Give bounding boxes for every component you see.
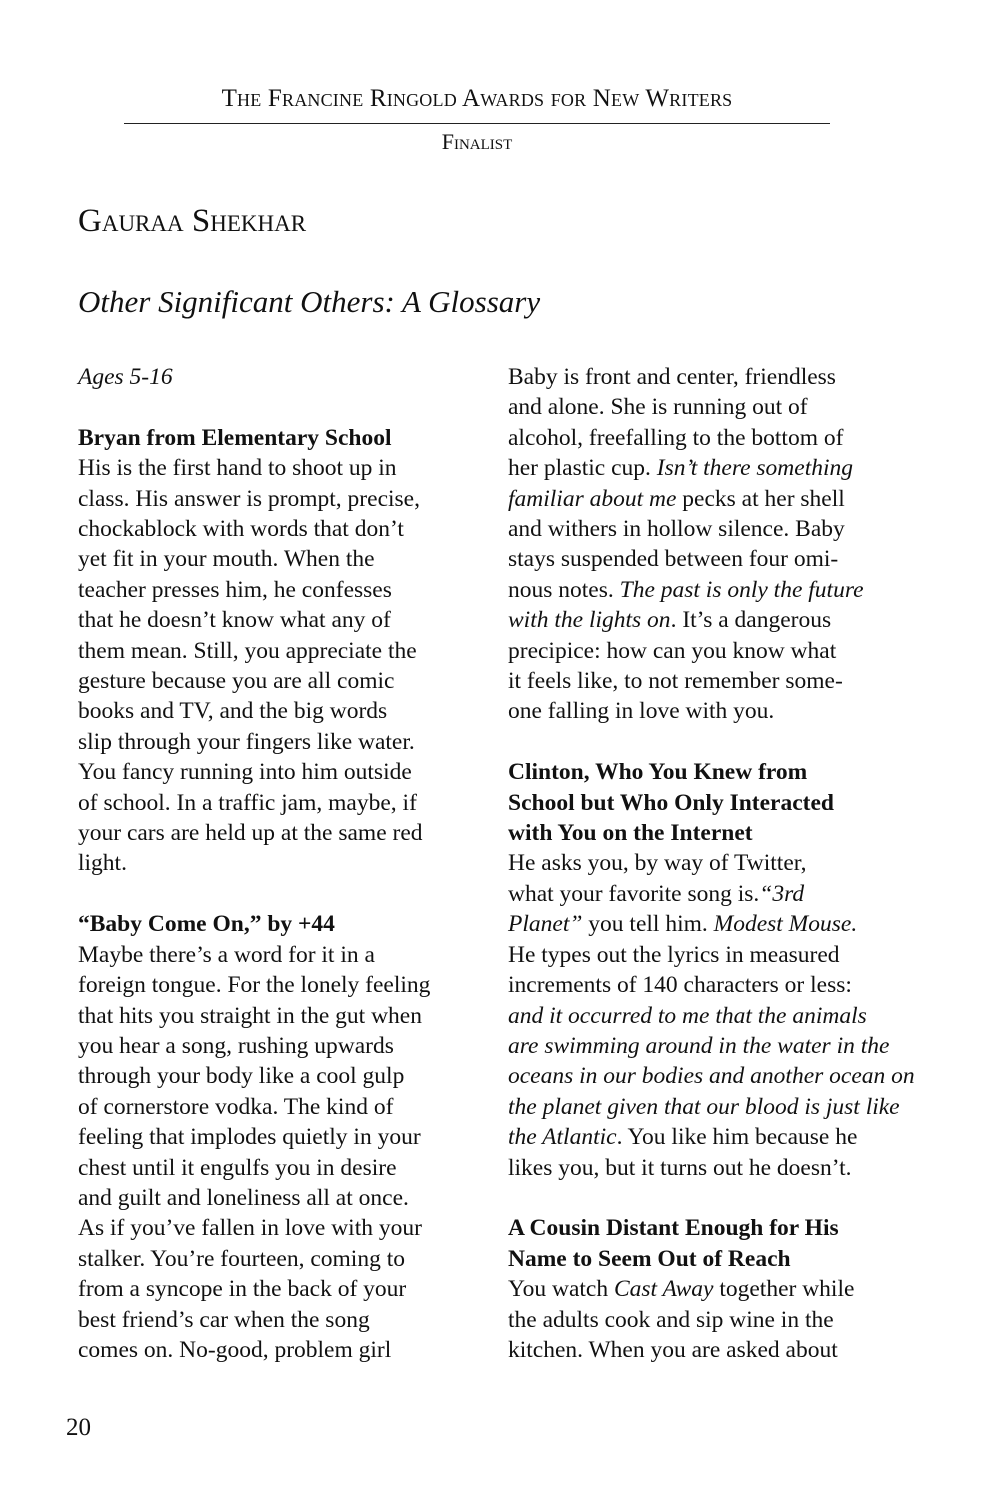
section-label [78,362,480,392]
text-run: pecks at her shell [676,485,845,512]
text-line: and guilt and loneliness all at once. [78,1184,409,1211]
text-run: you tell him. [582,911,714,938]
text-line: you hear a song, rushing upwards [78,1032,394,1059]
text-line: the adults cook and sip wine in the [508,1306,834,1333]
text-line: that hits you straight in the gut when [78,1002,422,1029]
text-line: feeling that implodes quietly in your [78,1124,421,1151]
text-line: best friend’s car when the song [78,1306,370,1333]
text-line: and alone. She is running out of [508,394,808,421]
text-line: slip through your fingers like water. [78,728,415,755]
text-line: books and TV, and the big words [78,698,388,725]
entry-heading: A Cousin Distant Enough for His [508,1215,839,1242]
text-line: chest until it engulfs you in desire [78,1154,397,1181]
text-line: His is the first hand to shoot up in [78,455,397,482]
text-run: together while [713,1276,855,1303]
text-line: one falling in love with you. [508,698,775,725]
text-run: what your favorite song is. [508,880,760,907]
text-line: chockablock with words that don’t [78,516,404,543]
glossary-entry [508,1213,904,1365]
text-run: You watch [508,1276,614,1303]
left-column [78,362,480,1365]
entry-heading: Name to Seem Out of Reach [508,1245,791,1272]
text-line: light. [78,850,127,877]
text-line: stays suspended between four omi- [508,546,839,573]
glossary-entry-continued [508,362,904,727]
right-column [508,362,915,1365]
italic-run: Modest Mouse. [713,911,858,938]
entry-heading: “Baby Come On,” by +44 [78,911,335,938]
page-number: 20 [66,1414,91,1441]
text-line: He types out the lyrics in measured [508,941,840,968]
text-line: kitchen. When you are asked about [508,1336,838,1363]
glossary-entry [78,423,480,879]
header-divider [124,123,830,124]
text-line [508,1122,904,1152]
italic-run: Isn’t there something [656,455,854,482]
text-line: precipice: how can you know what [508,637,837,664]
text-line: increments of 140 characters or less: [508,972,852,999]
text-line: are swimming around in the water in the [508,1032,890,1059]
text-line: your cars are held up at the same red [78,820,423,847]
text-line: them mean. Still, you appreciate the [78,637,417,664]
text-line [508,484,904,514]
glossary-entry [78,909,480,1365]
italic-run: Cast Away [613,1276,714,1303]
series-title: The Francine Ringold Awards for New Writers [221,85,733,112]
text-line: the planet given that our blood is just like [508,1093,900,1120]
text-line: teacher presses him, he confesses [78,576,392,603]
text-line: and it occurred to me that the animals [508,1002,867,1029]
entry-heading: Clinton, Who You Knew from [508,759,808,786]
text-line: alcohol, freefalling to the bottom of [508,424,844,451]
text-run: . It’s a dangerous [670,607,832,634]
italic-run: with the lights on [508,607,671,634]
entry-heading: with You on the Internet [508,820,753,847]
text-line: comes on. No-good, problem girl [78,1336,392,1363]
text-line: gesture because you are all comic [78,668,395,695]
text-line: of school. In a traffic jam, maybe, if [78,789,417,816]
text-line: that he doesn’t know what any of [78,607,391,634]
italic-run: “3rd [759,880,805,907]
text-line: yet fit in your mouth. When the [78,546,375,573]
text-line: likes you, but it turns out he doesn’t. [508,1154,852,1181]
finalist-label: Finalist [441,129,513,154]
author-name: Gauraa Shekhar [78,203,307,239]
text-line [508,605,904,635]
text-line [508,909,904,939]
text-line: oceans in our bodies and another ocean on [508,1063,915,1090]
text-line: As if you’ve fallen in love with your [78,1215,422,1242]
italic-run: The past is only the future [619,576,864,603]
text-line: stalker. You’re fourteen, coming to [78,1245,405,1272]
text-run: nous notes. [508,576,620,603]
text-line [508,575,904,605]
text-line: You fancy running into him outside [78,759,412,786]
text-line: and withers in hollow silence. Baby [508,516,845,543]
text-line: Maybe there’s a word for it in a [78,941,375,968]
entry-heading: School but Who Only Interacted [508,789,834,816]
piece-title: Other Significant Others: A Glossary [78,284,541,319]
text-line: He asks you, by way of Twitter, [508,850,807,877]
entry-heading: Bryan from Elementary School [78,424,392,451]
text-line [508,879,904,909]
text-line: of cornerstore vodka. The kind of [78,1093,394,1120]
text-line: through your body like a cool gulp [78,1063,405,1090]
text-line: Baby is front and center, friendless [508,364,836,390]
text-line: from a syncope in the back of your [78,1276,407,1303]
text-run: her plastic cup. [508,455,657,482]
text-run: . You like him because he [616,1124,858,1151]
text-line [508,453,904,483]
section-label-text: Ages 5-16 [78,364,173,390]
text-line [508,1274,904,1304]
italic-run: the Atlantic [508,1124,617,1151]
text-line: it feels like, to not remember some- [508,668,843,695]
text-line: foreign tongue. For the lonely feeling [78,972,431,999]
italic-run: Planet” [508,911,583,938]
glossary-entry [508,757,915,1183]
italic-run: familiar about me [508,485,677,512]
text-line: class. His answer is prompt, precise, [78,485,420,512]
